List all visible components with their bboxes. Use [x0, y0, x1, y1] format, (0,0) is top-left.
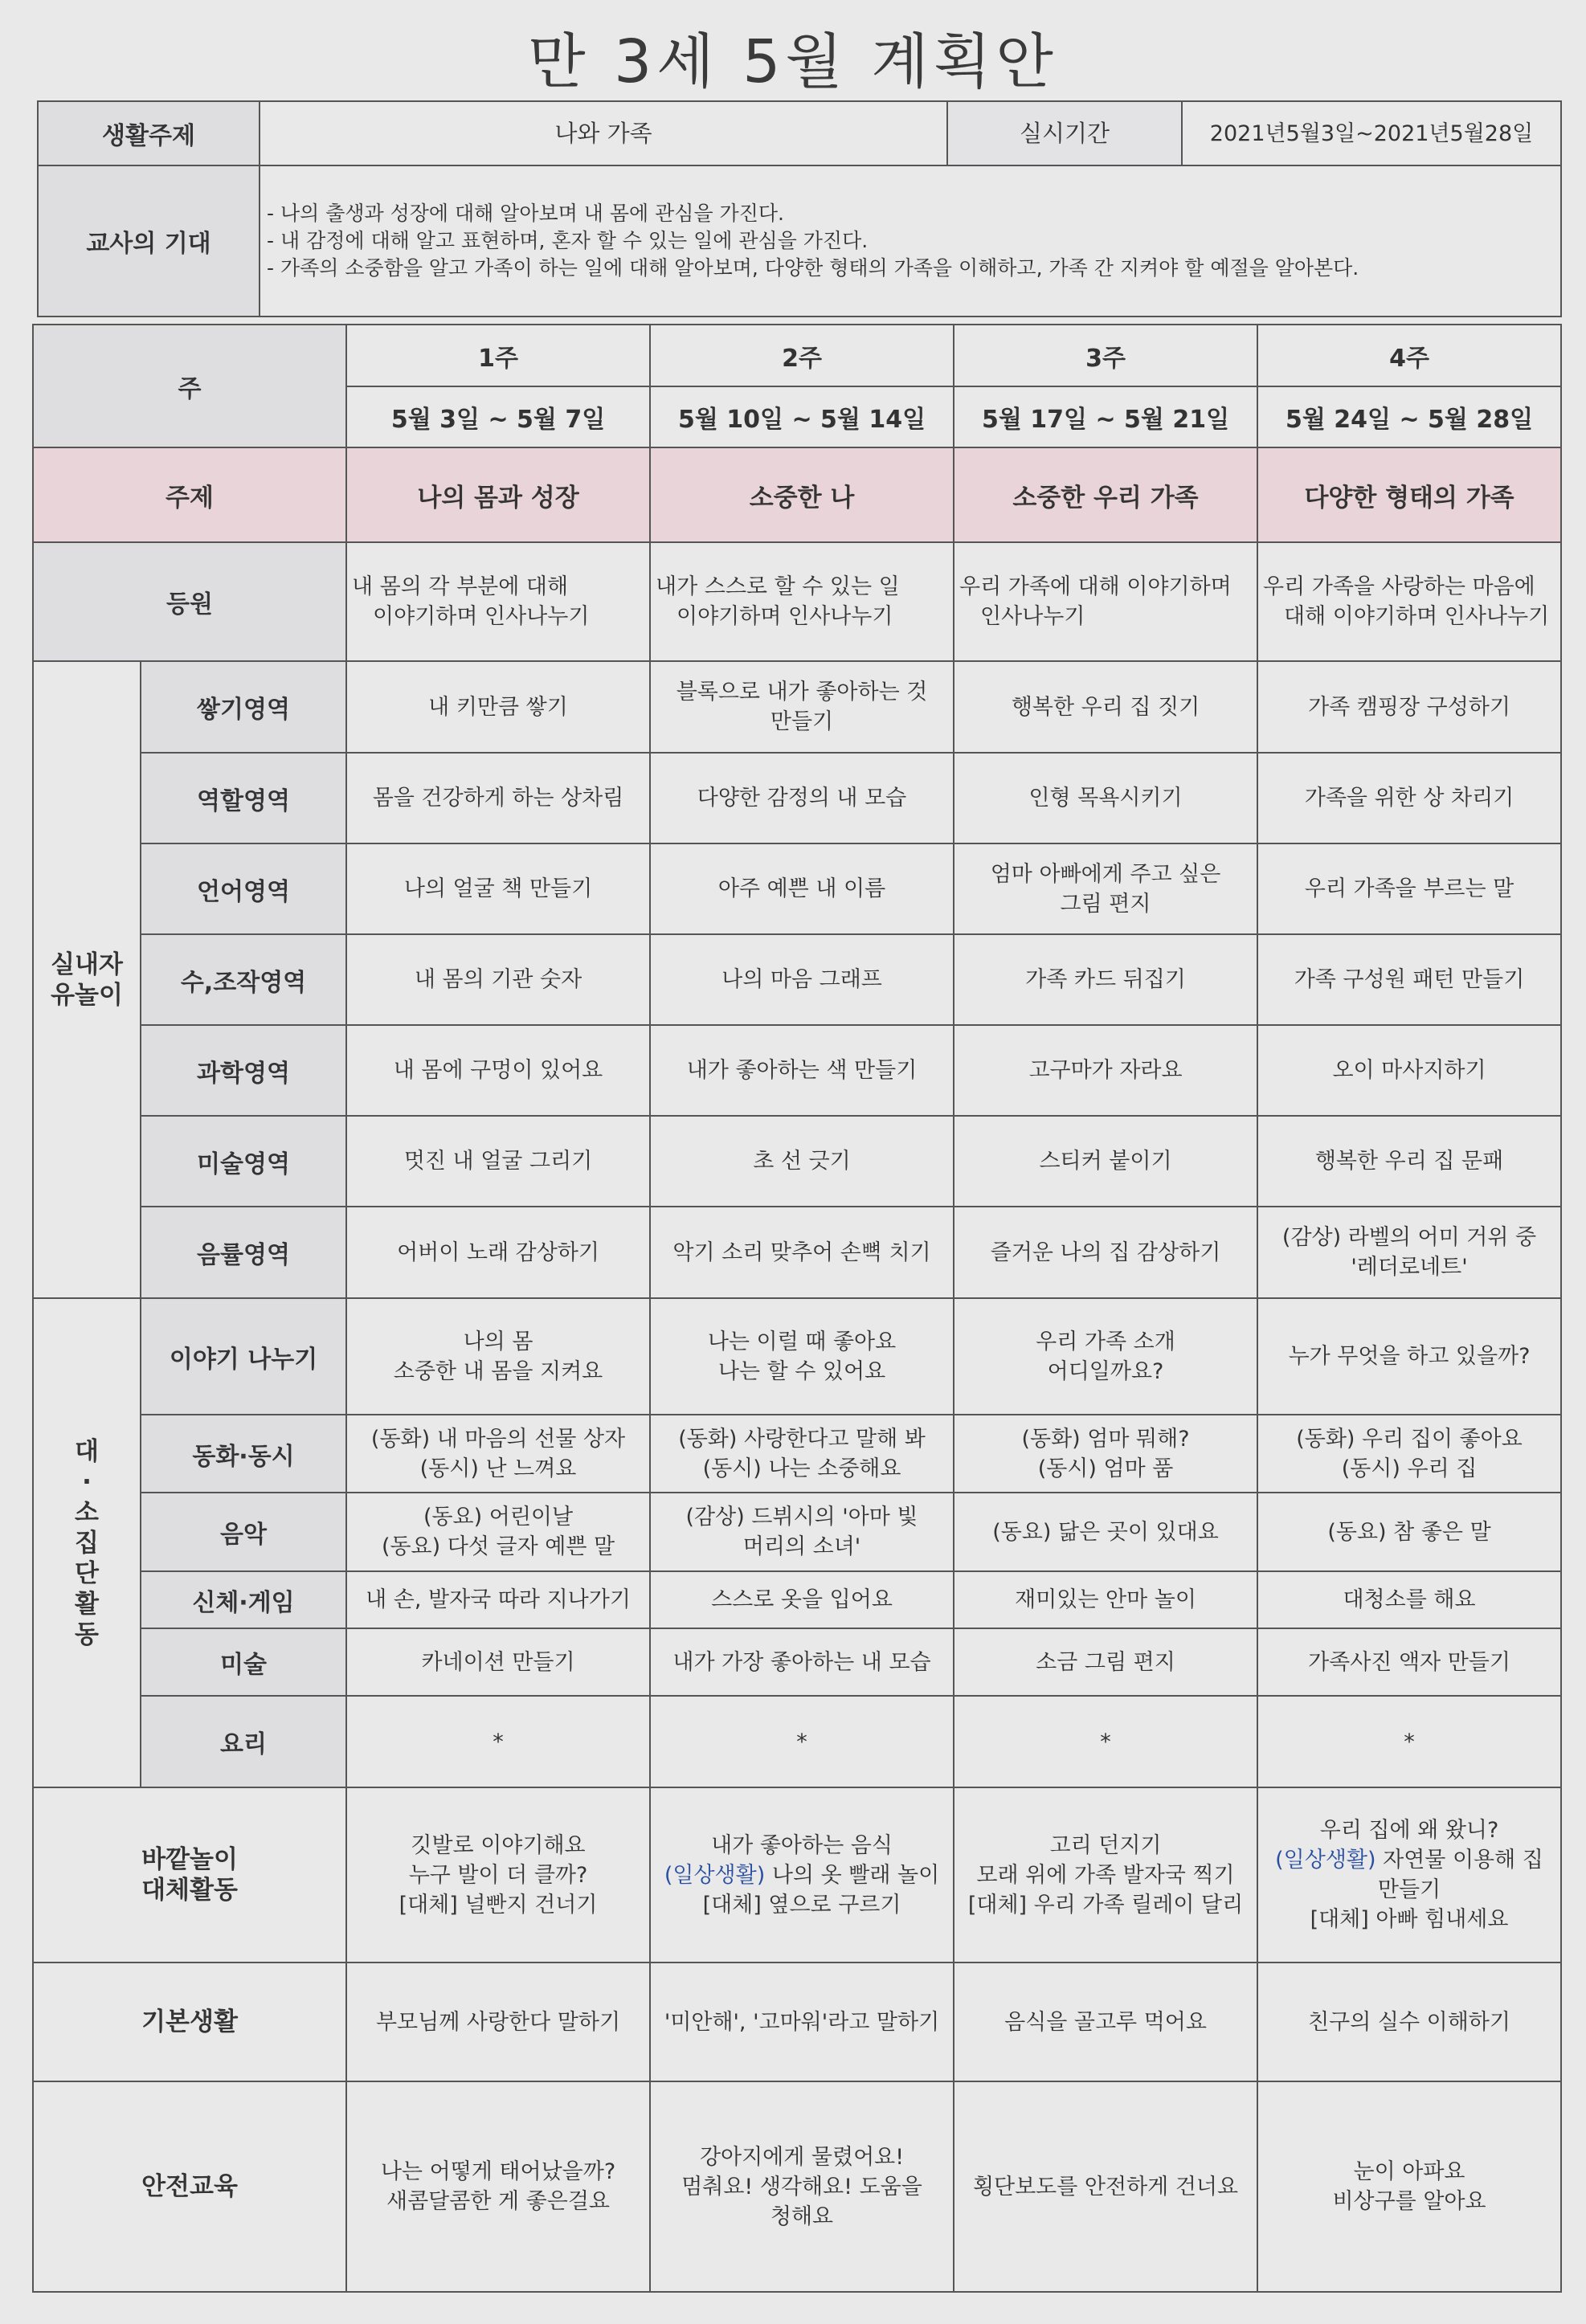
area-label: 신체·게임: [141, 1571, 346, 1628]
plan-cell: [1257, 1415, 1561, 1493]
plan-cell: 인형 목욕시키기: [954, 753, 1257, 843]
plan-cell: 친구의 실수 이해하기: [1257, 1963, 1561, 2081]
cell-line: 가족 캠핑장 구성하기: [1308, 694, 1510, 720]
cell-line: (동화) 우리 집이 좋아요: [1296, 1426, 1523, 1452]
cell-line: 나는 어떻게 태어났을까?: [380, 2159, 616, 2184]
plan-cell: 재미있는 안마 놀이: [954, 1571, 1257, 1628]
plan-cell: [1257, 1787, 1561, 1963]
plan-cell: [650, 1415, 954, 1493]
cell-line: 내가 좋아하는 음식: [711, 1832, 893, 1858]
expect-line: - 나의 출생과 성장에 대해 알아보며 내 몸에 관심을 가진다.: [267, 202, 784, 225]
plan-cell: 나의 마음 그래프: [650, 934, 954, 1025]
cell-line: (동요) 어린이날: [423, 1505, 574, 1530]
plan-cell: 초 선 긋기: [650, 1116, 954, 1207]
plan-cell: 몸을 건강하게 하는 상차림: [346, 753, 650, 843]
plan-cell: '미안해', '고마워'라고 말하기: [650, 1963, 954, 2081]
cell-line: (동시) 엄마 품: [1037, 1456, 1174, 1481]
plan-cell: *: [1257, 1696, 1561, 1787]
arrival-cell: [650, 542, 954, 661]
plan-cell: 어버이 노래 감상하기: [346, 1207, 650, 1298]
cell-line: 우리 가족 소개: [1036, 1329, 1175, 1354]
plan-cell: 즐거운 나의 집 감상하기: [954, 1207, 1257, 1298]
cell-line: 만들기: [1377, 1877, 1441, 1902]
group-activity-label: [33, 1298, 141, 1787]
plan-cell: 다양한 감정의 내 모습: [650, 753, 954, 843]
plan-cell: 음식을 골고루 먹어요: [954, 1963, 1257, 2081]
label-char: 동: [75, 1619, 99, 1649]
plan-cell: [1257, 661, 1561, 753]
cell-line: 횡단보도를 안전하게 건너요: [972, 2174, 1239, 2199]
cell-line: [1263, 1845, 1555, 1875]
cell-line: 누가 무엇을 하고 있을까?: [1288, 1344, 1531, 1369]
label-line: 대체활동: [141, 1876, 238, 1905]
cell-line: 소중한 내 몸을 지켜요: [393, 1358, 603, 1384]
area-label: 수,조작영역: [141, 934, 346, 1025]
plan-cell: [954, 661, 1257, 753]
plan-cell: 가족을 위한 상 차리기: [1257, 753, 1561, 843]
plan-cell: 스스로 옷을 입어요: [650, 1571, 954, 1628]
plan-cell: 카네이션 만들기: [346, 1628, 650, 1696]
basic-life-label: 기본생활: [33, 1963, 346, 2081]
cell-line: (감상) 라벨의 어미 거위 중: [1281, 1225, 1537, 1250]
arrival-label: 등원: [33, 542, 346, 661]
area-label: 과학영역: [141, 1025, 346, 1116]
arrival-cell: [346, 542, 650, 661]
cell-line: [656, 1860, 948, 1890]
cell-line: [대체] 우리 가족 릴레이 달리: [967, 1892, 1244, 1918]
cell-line: 이야기하며 인사나누기: [677, 604, 893, 629]
cell-line: (동시) 나는 소중해요: [702, 1456, 901, 1481]
week-header: 3주: [954, 325, 1257, 386]
label-char: 단: [75, 1558, 99, 1588]
arrival-cell: [954, 542, 1257, 661]
cell-line: [대체] 아빠 힘내세요: [1310, 1907, 1509, 1932]
area-label: 동화·동시: [141, 1415, 346, 1493]
cell-line: 내 키만큼 쌓기: [428, 694, 568, 720]
label-char: 소: [75, 1497, 99, 1527]
plan-cell: [650, 2081, 954, 2292]
cell-line: (동화) 사랑한다고 말해 봐: [678, 1426, 926, 1452]
plan-cell: 멋진 내 얼굴 그리기: [346, 1116, 650, 1207]
week-header: 4주: [1257, 325, 1561, 386]
plan-cell: [1257, 1207, 1561, 1298]
expect-line: - 내 감정에 대해 알고 표현하며, 혼자 할 수 있는 일에 관심을 가진다.: [267, 229, 869, 252]
cell-line: 나는 이럴 때 좋아요: [707, 1329, 897, 1354]
area-label: 쌓기영역: [141, 661, 346, 753]
cell-line: 어디일까요?: [1047, 1358, 1164, 1384]
plan-cell: 나의 얼굴 책 만들기: [346, 843, 650, 934]
safety-label: 안전교육: [33, 2081, 346, 2292]
plan-cell: 오이 마사지하기: [1257, 1025, 1561, 1116]
week-header: 1주: [346, 325, 650, 386]
plan-cell: [1257, 1493, 1561, 1571]
cell-line: 나의 몸: [463, 1329, 533, 1354]
plan-cell: [650, 1493, 954, 1571]
expect-line: - 가족의 소중함을 알고 가족이 하는 일에 대해 알아보며, 다양한 형태의 가족을 이해하고, 가족 간 지켜야 할 예절을 알아본다.: [267, 256, 1359, 280]
plan-cell: 스티커 붙이기: [954, 1116, 1257, 1207]
area-label: 요리: [141, 1696, 346, 1787]
cell-line: 모래 위에 가족 발자국 찍기: [976, 1862, 1235, 1888]
label-line: 바깥놀이: [141, 1845, 238, 1874]
cell-line: (동시) 우리 집: [1341, 1456, 1478, 1481]
label-char: 활: [75, 1589, 99, 1619]
cell-line: 멈춰요! 생각해요! 도움을: [681, 2174, 922, 2199]
period-value: 2021년5월3일~2021년5월28일: [1182, 101, 1561, 165]
cell-line: 비상구를 알아요: [1332, 2189, 1486, 2214]
area-label: 이야기 나누기: [141, 1298, 346, 1415]
cell-line: 엄마 아빠에게 주고 싶은: [990, 861, 1221, 887]
cell-line: 강아지에게 물렸어요!: [699, 2144, 905, 2170]
plan-cell: [954, 843, 1257, 934]
plan-cell: [954, 2081, 1257, 2292]
info-table: [37, 100, 1562, 317]
cell-line: 머리의 소녀': [742, 1534, 861, 1559]
page-title: 만 3세 5월 계획안: [528, 27, 1058, 96]
plan-cell: 악기 소리 맞추어 손뼉 치기: [650, 1207, 954, 1298]
plan-cell: [650, 661, 954, 753]
cell-line: [대체] 옆으로 구르기: [702, 1892, 901, 1918]
week-dates: 5월 24일 ~ 5월 28일: [1257, 386, 1561, 447]
plan-cell: [954, 1298, 1257, 1415]
cell-line: (동요) 닮은 곳이 있대요: [992, 1519, 1219, 1545]
weekly-plan-table: [32, 324, 1562, 2293]
cell-line: 깃발로 이야기해요: [411, 1832, 586, 1858]
cell-line: 새콤달콤한 게 좋은걸요: [386, 2189, 611, 2214]
cell-line: (동요) 참 좋은 말: [1327, 1519, 1491, 1545]
cell-line: 누구 발이 더 클까?: [408, 1862, 588, 1888]
expect-label: 교사의 기대: [38, 165, 260, 317]
plan-cell: 가족 구성원 패턴 만들기: [1257, 934, 1561, 1025]
cell-line: (동시) 난 느껴요: [419, 1456, 577, 1481]
theme-label: 주제: [33, 447, 346, 542]
plan-cell: [1257, 2081, 1561, 2292]
plan-cell: 대청소를 해요: [1257, 1571, 1561, 1628]
week-header: 2주: [650, 325, 954, 386]
cell-line: 그림 편지: [1060, 891, 1151, 917]
plan-cell: *: [650, 1696, 954, 1787]
plan-cell: 내가 좋아하는 색 만들기: [650, 1025, 954, 1116]
plan-cell: [346, 1493, 650, 1571]
cell-line: 눈이 아파요: [1353, 2159, 1465, 2184]
cell-line: 청해요: [770, 2204, 834, 2229]
daily-life-tag: (일상생활): [664, 1862, 766, 1888]
plan-cell: 소금 그림 편지: [954, 1628, 1257, 1696]
cell-line: 내 몸의 각 부분에 대해: [352, 574, 569, 599]
plan-cell: 우리 가족을 부르는 말: [1257, 843, 1561, 934]
plan-cell: 내가 가장 좋아하는 내 모습: [650, 1628, 954, 1696]
plan-cell: 가족 카드 뒤집기: [954, 934, 1257, 1025]
cell-line: 행복한 우리 집 짓기: [1011, 694, 1200, 720]
label-line: 실내자: [51, 950, 123, 979]
cell-line: 블록으로 내가 좋아하는 것: [676, 680, 928, 705]
plan-cell: *: [954, 1696, 1257, 1787]
arrival-cell: [1257, 542, 1561, 661]
theme-cell: 다양한 형태의 가족: [1257, 447, 1561, 542]
plan-cell: [1257, 1298, 1561, 1415]
plan-cell: 가족사진 액자 만들기: [1257, 1628, 1561, 1696]
daily-life-tag: (일상생활): [1275, 1848, 1376, 1873]
subject-value: 나와 가족: [260, 101, 947, 165]
area-label: 음률영역: [141, 1207, 346, 1298]
week-dates: 5월 17일 ~ 5월 21일: [954, 386, 1257, 447]
theme-cell: 소중한 나: [650, 447, 954, 542]
cell-line: (동화) 엄마 뭐해?: [1021, 1426, 1190, 1452]
label-char: ·: [82, 1467, 92, 1497]
cell-line: (동화) 내 마음의 선물 상자: [370, 1426, 626, 1452]
plan-cell: 내 몸의 기관 숫자: [346, 934, 650, 1025]
period-label: 실시기간: [947, 101, 1182, 165]
plan-cell: 내 몸에 구멍이 있어요: [346, 1025, 650, 1116]
plan-cell: [346, 2081, 650, 2292]
week-dates: 5월 10일 ~ 5월 14일: [650, 386, 954, 447]
plan-cell: 아주 예쁜 내 이름: [650, 843, 954, 934]
plan-cell: 행복한 우리 집 문패: [1257, 1116, 1561, 1207]
theme-cell: 나의 몸과 성장: [346, 447, 650, 542]
plan-cell: 고구마가 자라요: [954, 1025, 1257, 1116]
week-label: 주: [33, 325, 346, 447]
plan-cell: *: [346, 1696, 650, 1787]
cell-line: 이야기하며 인사나누기: [373, 604, 590, 629]
label-char: 집: [75, 1528, 99, 1558]
plan-cell: [346, 1415, 650, 1493]
subject-label: 생활주제: [38, 101, 260, 165]
label-char: 대: [75, 1436, 99, 1466]
outdoor-label: [33, 1787, 346, 1963]
area-label: 언어영역: [141, 843, 346, 934]
cell-line: 내가 스스로 할 수 있는 일: [656, 574, 900, 599]
cell-text: 자연물 이용해 집: [1375, 1848, 1543, 1873]
cell-line: 우리 집에 왜 왔니?: [1319, 1818, 1499, 1843]
cell-line: 고리 던지기: [1049, 1832, 1162, 1858]
plan-cell: 내 손, 발자국 따라 지나가기: [346, 1571, 650, 1628]
cell-line: 나는 할 수 있어요: [717, 1358, 886, 1384]
cell-line: 만들기: [770, 709, 834, 734]
plan-cell: [346, 1787, 650, 1963]
cell-line: 대해 이야기하며 인사나누기: [1284, 604, 1550, 629]
cell-line: (동요) 다섯 글자 예쁜 말: [381, 1534, 615, 1559]
plan-cell: [346, 661, 650, 753]
area-label: 음악: [141, 1493, 346, 1571]
plan-cell: [650, 1298, 954, 1415]
plan-cell: [954, 1493, 1257, 1571]
cell-line: 우리 가족에 대해 이야기하며: [959, 574, 1232, 599]
cell-line: '레더로네트': [1351, 1255, 1468, 1280]
theme-cell: 소중한 우리 가족: [954, 447, 1257, 542]
cell-line: (감상) 드뷔시의 '아마 빛: [685, 1505, 918, 1530]
plan-cell: [954, 1415, 1257, 1493]
area-label: 미술: [141, 1628, 346, 1696]
plan-cell: [346, 1298, 650, 1415]
area-label: 미술영역: [141, 1116, 346, 1207]
cell-line: 인사나누기: [980, 604, 1085, 629]
plan-cell: [954, 1787, 1257, 1963]
indoor-play-label: [33, 661, 141, 1298]
week-dates: 5월 3일 ~ 5월 7일: [346, 386, 650, 447]
cell-text: 나의 옷 빨래 놀이: [765, 1862, 940, 1888]
area-label: 역할영역: [141, 753, 346, 843]
cell-line: [대체] 널빤지 건너기: [399, 1892, 598, 1918]
plan-cell: 부모님께 사랑한다 말하기: [346, 1963, 650, 2081]
label-line: 유놀이: [51, 980, 123, 1010]
plan-cell: [650, 1787, 954, 1963]
cell-line: 우리 가족을 사랑하는 마음에: [1263, 574, 1535, 599]
teacher-expectations: [260, 165, 1561, 317]
